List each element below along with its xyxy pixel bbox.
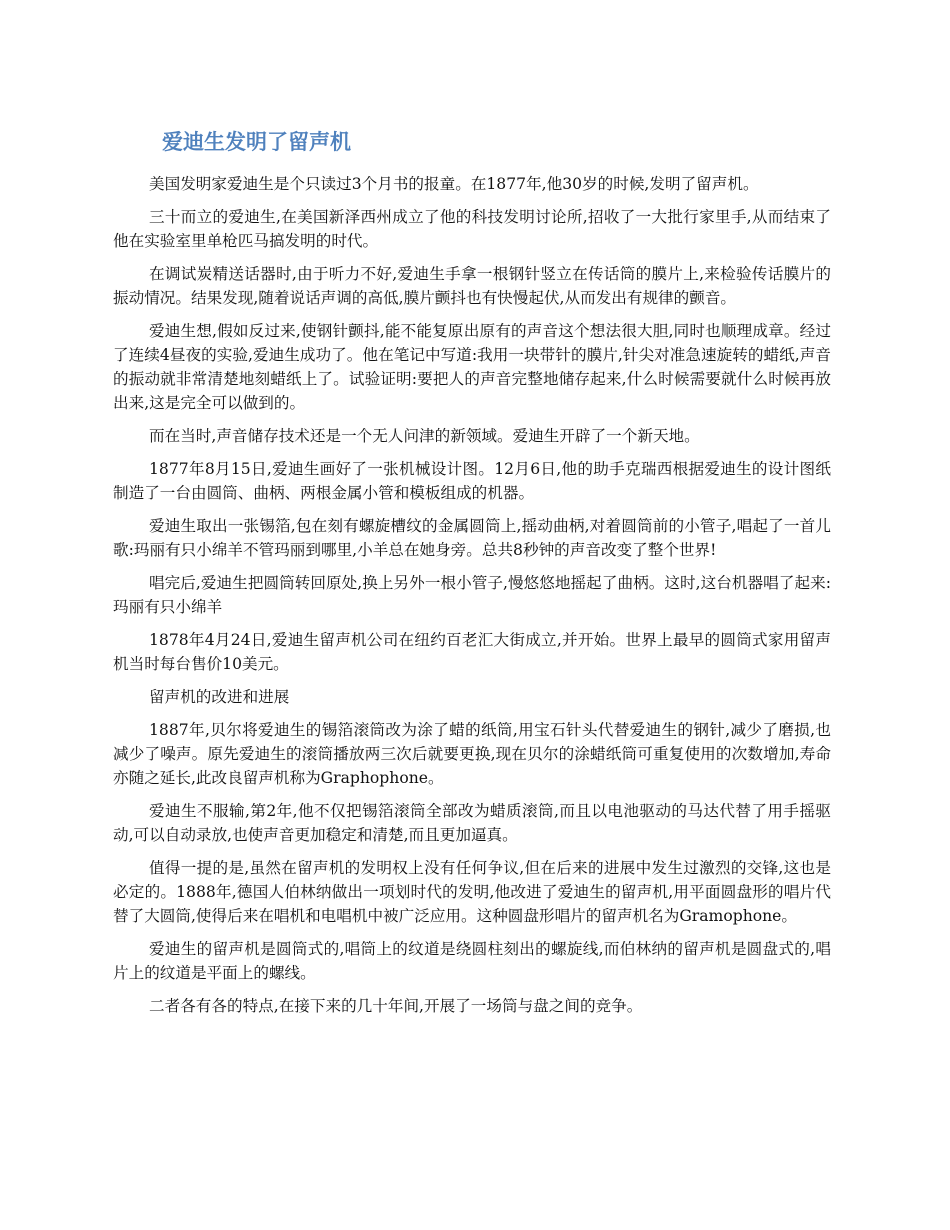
paragraph: 爱迪生不服输,第2年,他不仅把锡箔滚筒全部改为蜡质滚筒,而且以电池驱动的马达代替了用手摇驱动,可以自动录放,也使声音更加稳定和清楚,而且更加逼真。 (113, 802, 831, 844)
paragraph: 二者各有各的特点,在接下来的几十年间,开展了一场筒与盘之间的竞争。 (149, 997, 643, 1015)
document-page (113, 126, 831, 1027)
paragraph: 爱迪生想,假如反过来,使钢针颤抖,能不能复原出原有的声音这个想法很大胆,同时也顺理成章。经过了连续4昼夜的实验,爱迪生成功了。他在笔记中写道:我用一块带针的膜片,针尖对准急速旋转的蜡纸,声音的振动就非常清楚地刻蜡纸上了。试验证明:要把人的声音完整地储存起来,什么时候需要就什么时候再放出来,这是完全可以做到的。 (113, 322, 831, 412)
paragraph: 1877年8月15日,爱迪生画好了一张机械设计图。12月6日,他的助手克瑞西根据爱迪生的设计图纸制造了一台由圆筒、曲柄、两根金属小管和模板组成的机器。 (113, 460, 831, 502)
paragraph: 而在当时,声音储存技术还是一个无人问津的新领域。爱迪生开辟了一个新天地。 (149, 427, 700, 445)
paragraph: 1887年,贝尔将爱迪生的锡箔滚筒改为涂了蜡的纸筒,用宝石针头代替爱迪生的钢针,减少了磨损,也减少了噪声。原先爱迪生的滚筒播放两三次后就要更换,现在贝尔的涂蜡纸筒可重复使用的次数增加,寿命亦随之延长,此改良留声机称为Graphophone。 (113, 721, 831, 787)
paragraph: 在调试炭精送话器时,由于听力不好,爱迪生手拿一根钢针竖立在传话筒的膜片上,来检验传话膜片的振动情况。结果发现,随着说话声调的高低,膜片颤抖也有快慢起伏,从而发出有规律的颤音。 (113, 265, 831, 307)
paragraph: 爱迪生的留声机是圆筒式的,唱筒上的纹道是绕圆柱刻出的螺旋线,而伯林纳的留声机是圆盘式的,唱片上的纹道是平面上的螺线。 (113, 940, 831, 982)
paragraph: 唱完后,爱迪生把圆筒转回原处,换上另外一根小管子,慢悠悠地摇起了曲柄。这时,这台机器唱了起来:玛丽有只小绵羊 (113, 574, 831, 616)
paragraph: 爱迪生取出一张锡箔,包在刻有螺旋槽纹的金属圆筒上,摇动曲柄,对着圆筒前的小管子,唱起了一首儿歌:玛丽有只小绵羊不管玛丽到哪里,小羊总在她身旁。总共8秒钟的声音改变了整个世界! (113, 517, 831, 559)
section-heading: 留声机的改进和进展 (149, 688, 290, 706)
paragraph: 1878年4月24日,爱迪生留声机公司在纽约百老汇大街成立,并开始。世界上最早的圆筒式家用留声机当时每台售价10美元。 (113, 631, 831, 673)
paragraph: 美国发明家爱迪生是个只读过3个月书的报童。在1877年,他30岁的时候,发明了留声机。 (149, 175, 759, 193)
paragraph: 三十而立的爱迪生,在美国新泽西州成立了他的科技发明讨论所,招收了一大批行家里手,从而结束了他在实验室里单枪匹马搞发明的时代。 (113, 208, 831, 250)
document-title: 爱迪生发明了留声机 (162, 130, 351, 154)
paragraph: 值得一提的是,虽然在留声机的发明权上没有任何争议,但在后来的进展中发生过激烈的交锋,这也是必定的。1888年,德国人伯林纳做出一项划时代的发明,他改进了爱迪生的留声机,用平面圆盘形的唱片代替了大圆筒,使得后来在唱机和电唱机中被广泛应用。这种圆盘形唱片的留声机名为Gramophone。 (113, 859, 831, 925)
